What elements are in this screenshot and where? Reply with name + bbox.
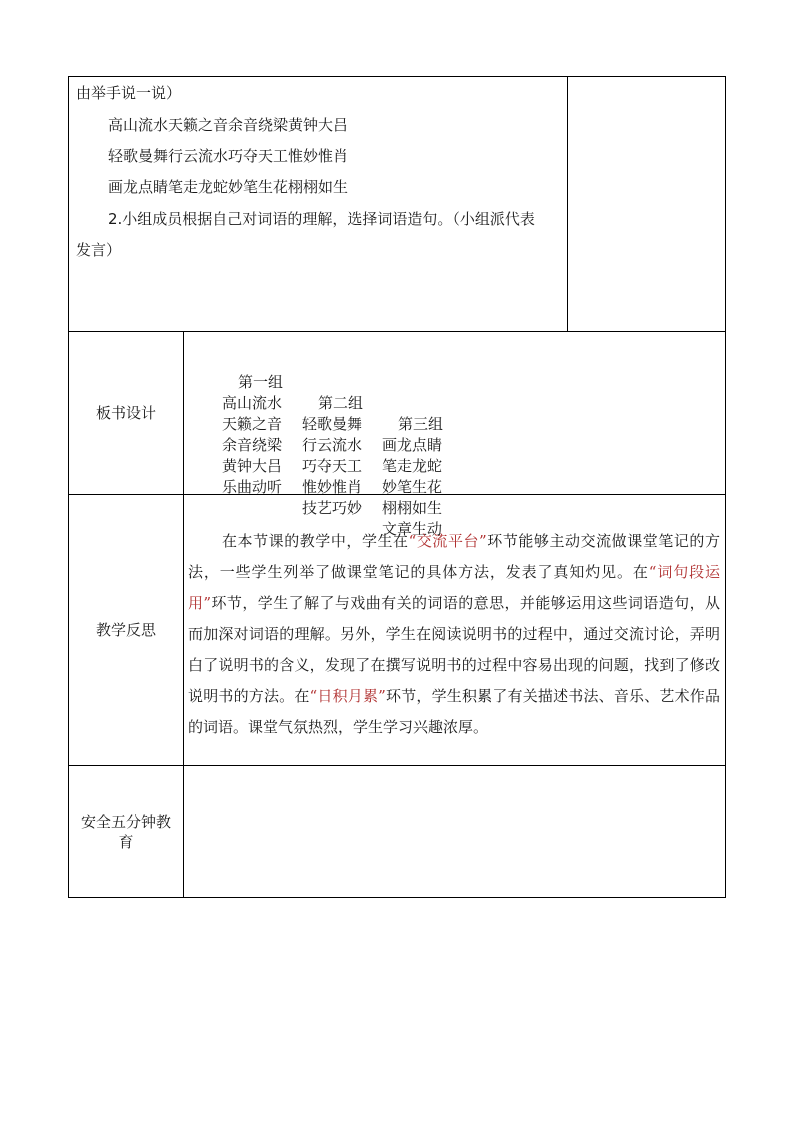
- reflection-text-1: 在本节课的教学中，学生在: [222, 532, 409, 550]
- board-cell: 行云流水: [302, 436, 363, 454]
- reflection-highlight-3: “日积月累”: [309, 687, 386, 705]
- board-cell: 栩栩如生: [382, 499, 443, 517]
- table-border-left: [68, 76, 69, 898]
- board-cell: 文章生动: [382, 520, 443, 538]
- safety-label-line-2: 育: [118, 833, 134, 851]
- board-cell: 惟妙惟肖: [302, 478, 363, 496]
- reflection-text-3: 环节，学生了解了与戏曲有关的词语的意思，并能够运用这些词语造句，从而加深对词语的理解。另外，学生在阅读说明书的过程中，通过交流讨论，弄明白了说明书的含义，发现了在撰写说明书的过程中容易出现的问题，找到了修改说明书的方法。在: [188, 594, 720, 705]
- top-column-divider: [567, 76, 568, 332]
- board-label: 板书设计: [95, 404, 156, 422]
- reflection-highlight-2: “词句段运用”: [188, 563, 720, 612]
- safety-label-line-1: 安全五分钟教: [80, 813, 171, 831]
- reflection-paragraph: [188, 526, 720, 743]
- table-border-right: [725, 76, 726, 898]
- row-divider-1: [68, 331, 726, 332]
- reflection-text-4: 环节，学生积累了有关描述书法、音乐、艺术作品的词语。课堂气氛热烈，学生学习兴趣浓厚。: [188, 687, 720, 736]
- board-header-3: 第三组: [398, 415, 444, 433]
- board-cell: 巧夺天工: [302, 457, 363, 475]
- board-cell: 画龙点睛: [382, 436, 443, 454]
- top-line-2: 高山流水天籁之音余音绕梁黄钟大吕: [108, 116, 349, 134]
- board-cell: 余音绕梁: [222, 436, 283, 454]
- board-cell: 黄钟大吕: [222, 457, 283, 475]
- table-border-bottom: [68, 897, 726, 898]
- board-cell: 乐曲动听: [222, 478, 283, 496]
- top-line-5: 2.小组成员根据自己对词语的理解，选择词语造句。（小组派代表: [108, 210, 535, 228]
- board-cell: 高山流水: [222, 394, 283, 412]
- reflection-label: 教学反思: [95, 621, 156, 639]
- reflection-highlight-1: “交流平台”: [408, 532, 487, 550]
- reflection-text-2: 环节能够主动交流做课堂笔记的方法，一些学生列举了做课堂笔记的具体方法，发表了真知灼见。在: [188, 532, 720, 581]
- board-header-1: 第一组: [238, 373, 284, 391]
- board-header-2: 第二组: [318, 394, 364, 412]
- top-line-4: 画龙点睛笔走龙蛇妙笔生花栩栩如生: [108, 178, 349, 196]
- board-cell: 技艺巧妙: [302, 499, 363, 517]
- safety-label: [69, 812, 183, 852]
- top-line-6: 发言）: [76, 241, 122, 259]
- board-cell: 轻歌曼舞: [302, 415, 363, 433]
- safety-content-cell: [184, 766, 725, 897]
- board-cell: 笔走龙蛇: [382, 457, 443, 475]
- top-line-1: 由举手说一说）: [76, 84, 182, 102]
- board-cell: 妙笔生花: [382, 478, 443, 496]
- top-line-3: 轻歌曼舞行云流水巧夺天工惟妙惟肖: [108, 147, 349, 165]
- table-border-top: [68, 76, 726, 77]
- board-cell: 天籁之音: [222, 415, 283, 433]
